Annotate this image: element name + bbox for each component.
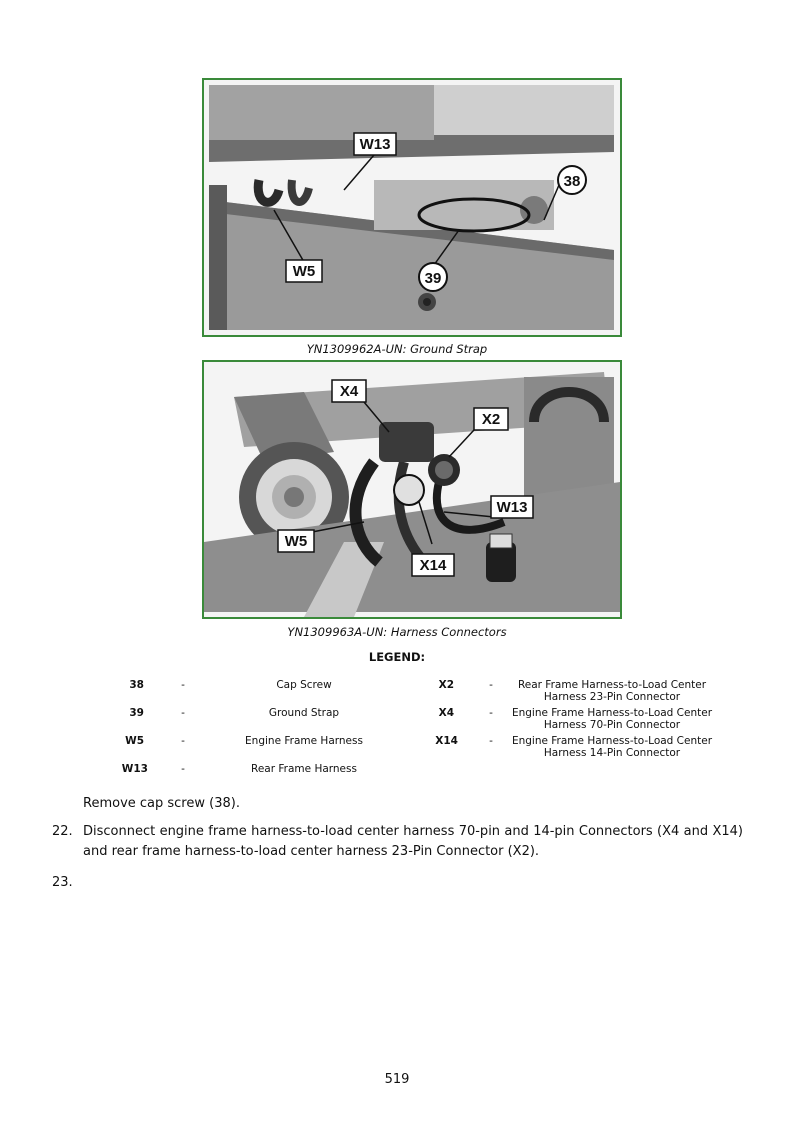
legend-key: W13 (121, 763, 148, 775)
callout-39 (419, 263, 447, 291)
svg-text:39: 39 (424, 270, 442, 287)
callout-x14 (412, 554, 454, 576)
legend-description: Cap Screw (276, 679, 332, 691)
svg-text:W13: W13 (496, 499, 528, 516)
legend-key: W5 (125, 735, 144, 747)
figure-caption: YN1309962A-UN: Ground Strap (306, 342, 488, 356)
step-number: 22. (52, 824, 73, 839)
svg-text:38: 38 (563, 173, 581, 190)
callout-w5 (286, 260, 322, 282)
svg-text:X2: X2 (481, 411, 501, 428)
svg-text:W5: W5 (284, 533, 308, 550)
callout-38 (558, 166, 586, 194)
legend-title: LEGEND: (368, 650, 426, 664)
legend-description: Ground Strap (268, 707, 340, 719)
callout-x2 (474, 408, 508, 430)
callout-x4 (332, 380, 366, 402)
legend-dash: - (181, 679, 185, 691)
legend-description: Engine Frame Harness (245, 735, 363, 747)
legend-dash: - (181, 707, 185, 719)
step-text: Disconnect engine frame harness-to-load center harness 70-pin and 14-pin Connectors (X4 and X14) and rear frame harness-to-load center harness 23-Pin Connector (X2). (83, 824, 743, 859)
svg-text:X14: X14 (419, 557, 447, 574)
callout-w13 (491, 496, 533, 518)
legend-description: Rear Frame Harness-to-Load Center Harness 23-Pin Connector (517, 679, 707, 703)
page-number: 519 (384, 1072, 410, 1087)
legend-dash: - (181, 735, 185, 747)
legend-dash: - (489, 679, 493, 691)
legend-description: Engine Frame Harness-to-Load Center Harness 14-Pin Connector (511, 735, 713, 759)
legend-key: 38 (129, 679, 144, 691)
svg-text:X4: X4 (339, 383, 359, 400)
svg-text:W13: W13 (359, 136, 391, 153)
callout-w13 (354, 133, 396, 155)
svg-text:W5: W5 (292, 263, 316, 280)
legend-description: Engine Frame Harness-to-Load Center Harness 70-Pin Connector (511, 707, 713, 731)
legend-dash: - (489, 707, 493, 719)
legend-key: X2 (438, 679, 454, 691)
legend-key: X14 (435, 735, 458, 747)
instruction-text: Remove cap screw (38). (83, 796, 240, 811)
step-number: 23. (52, 875, 73, 890)
legend-key: 39 (129, 707, 144, 719)
figure-caption: YN1309963A-UN: Harness Connectors (287, 625, 507, 639)
harness-connectors-illustration (204, 362, 620, 617)
legend-dash: - (489, 735, 493, 747)
legend-description: Rear Frame Harness (251, 763, 357, 775)
harness-connectors-figure (202, 360, 622, 619)
callout-w5 (278, 530, 314, 552)
ground-strap-illustration (204, 80, 620, 335)
ground-strap-figure (202, 78, 622, 337)
legend-dash: - (181, 763, 185, 775)
legend-key: X4 (438, 707, 454, 719)
